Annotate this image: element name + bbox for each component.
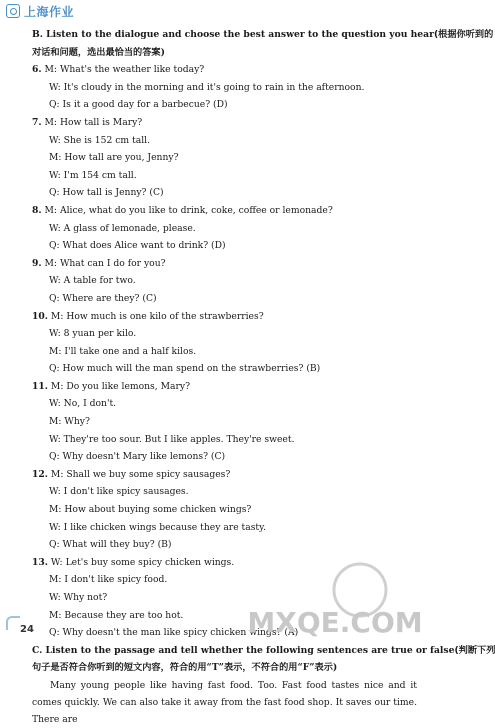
dialogue-line (32, 272, 417, 290)
question-number: 9. (32, 257, 42, 269)
dialogue-text: Q: Where are they? (C) (49, 292, 157, 304)
dialogue-first-line (32, 378, 417, 396)
dialogue-text: M: What can I do for you? (44, 257, 166, 269)
footer-swirl-icon (6, 616, 20, 630)
dialogue-first-line (32, 255, 417, 273)
section-c-heading-zh: (判断下列 (454, 644, 495, 656)
dialogue-text: M: Because they are too hot. (49, 609, 184, 621)
watermark-text: MXQE.COM (247, 606, 423, 639)
dialogue-text: M: Shall we buy some spicy sausages? (50, 468, 231, 480)
dialogue-line (32, 360, 417, 378)
question-number: 7. (32, 116, 42, 128)
dialogue-line (32, 501, 417, 519)
dialogue-text: M: How tall is Mary? (44, 116, 143, 128)
dialogue-text: M: What's the weather like today? (44, 64, 205, 76)
dialogue-line (32, 325, 417, 343)
dialogue-list (32, 61, 417, 642)
header-title: 上海作业 (24, 5, 75, 19)
dialogue-text: W: I like chicken wings because they are tasty. (49, 521, 267, 533)
dialogue-line (32, 343, 417, 361)
watermark-logo (240, 560, 430, 645)
question-number: 12. (32, 468, 48, 480)
dialogue-text: W: Why not? (49, 592, 108, 603)
section-b-heading-zh-line2: 对话和问题，选出最恰当的答案) (32, 46, 165, 58)
question-number: 13. (32, 556, 48, 568)
dialogue-text: W: No, I don't. (49, 398, 117, 410)
dialogue-text: M: How about buying some chicken wings? (49, 504, 252, 516)
dialogue-line (32, 220, 417, 238)
section-c-heading-en: C. Listen to the passage and tell whether the following sentences are true or false (32, 644, 455, 656)
dialogue-text: M: Why? (49, 416, 90, 428)
dialogue-text: W: I'm 154 cm tall. (49, 169, 137, 181)
section-c-heading-zh-line2: 句子是否符合你听到的短文内容，符合的用“T”表示，不符合的用“F”表示) (32, 662, 338, 674)
question-number: 8. (32, 204, 42, 216)
dialogue-line (32, 519, 417, 537)
dialogue-text: Q: How tall is Jenny? (C) (49, 187, 164, 199)
dialogue-line (32, 431, 417, 449)
page-header (0, 0, 429, 22)
dialogue-text: Q: What does Alice want to drink? (D) (49, 240, 226, 252)
dialogue-line (32, 395, 417, 413)
dialogue-line (32, 96, 417, 114)
dialogue-text: M: I don't like spicy food. (49, 574, 168, 586)
dialogue-line (32, 132, 417, 150)
dialogue-first-line (32, 61, 417, 79)
dialogue-text: M: Do you like lemons, Mary? (50, 380, 190, 392)
dialogue-text: W: They're too sour. But I like apples. They're sweet. (49, 433, 295, 445)
dialogue-line (32, 184, 417, 202)
section-b-heading-zh: (根据你听到的 (433, 29, 494, 40)
dialogue-text: W: Let's buy some spicy chicken wings. (50, 556, 235, 568)
dialogue-text: Q: Is it a good day for a barbecue? (D) (49, 99, 228, 111)
dialogue-line (32, 79, 417, 97)
dialogue-line (32, 448, 417, 466)
dialogue-text: W: 8 yuan per kilo. (49, 328, 137, 340)
dialogue-text: Q: Why doesn't Mary like lemons? (C) (49, 451, 226, 463)
question-number: 10. (32, 310, 48, 322)
dialogue-text: W: I don't like spicy sausages. (49, 486, 189, 498)
dialogue-text: M: How tall are you, Jenny? (49, 152, 179, 164)
dialogue-text: Q: How much will the man spend on the strawberries? (B) (49, 363, 321, 375)
dialogue-first-line (32, 466, 417, 484)
dialogue-text: W: A table for two. (49, 275, 136, 287)
dialogue-line (32, 483, 417, 501)
dialogue-text: W: A glass of lemonade, please. (49, 222, 196, 234)
dialogue-first-line (32, 202, 417, 220)
book-icon (6, 4, 20, 18)
dialogue-text: W: It's cloudy in the morning and it's going to rain in the afternoon. (49, 81, 365, 93)
dialogue-line (32, 237, 417, 255)
dialogue-line (32, 149, 417, 167)
dialogue-line (32, 413, 417, 431)
dialogue-text: W: She is 152 cm tall. (49, 134, 151, 146)
dialogue-text: M: How much is one kilo of the strawberries? (50, 310, 264, 322)
dialogue-text: Q: Why doesn't the man like spicy chicken wings? (A) (49, 627, 299, 639)
dialogue-first-line (32, 308, 417, 326)
question-number: 6. (32, 64, 42, 76)
section-c-paragraph: Many young people like having fast food. Too. Fast food tastes nice and it comes quickly. We can also take it away from the fast food shop. It saves our time. There are (32, 679, 417, 725)
dialogue-first-line (32, 114, 417, 132)
section-b-heading (32, 26, 494, 44)
page-number: 24 (20, 624, 34, 635)
question-number: 11. (32, 380, 48, 392)
dialogue-text: M: I'll take one and a half kilos. (49, 345, 197, 357)
dialogue-text: M: Alice, what do you like to drink, coke, coffee or lemonade? (44, 204, 333, 216)
section-b-heading-en: B. Listen to the dialogue and choose the best answer to the question you hear (32, 29, 434, 40)
dialogue-line (32, 536, 417, 554)
dialogue-line (32, 167, 417, 185)
dialogue-text: Q: What will they buy? (B) (49, 539, 172, 551)
dialogue-line (32, 290, 417, 308)
